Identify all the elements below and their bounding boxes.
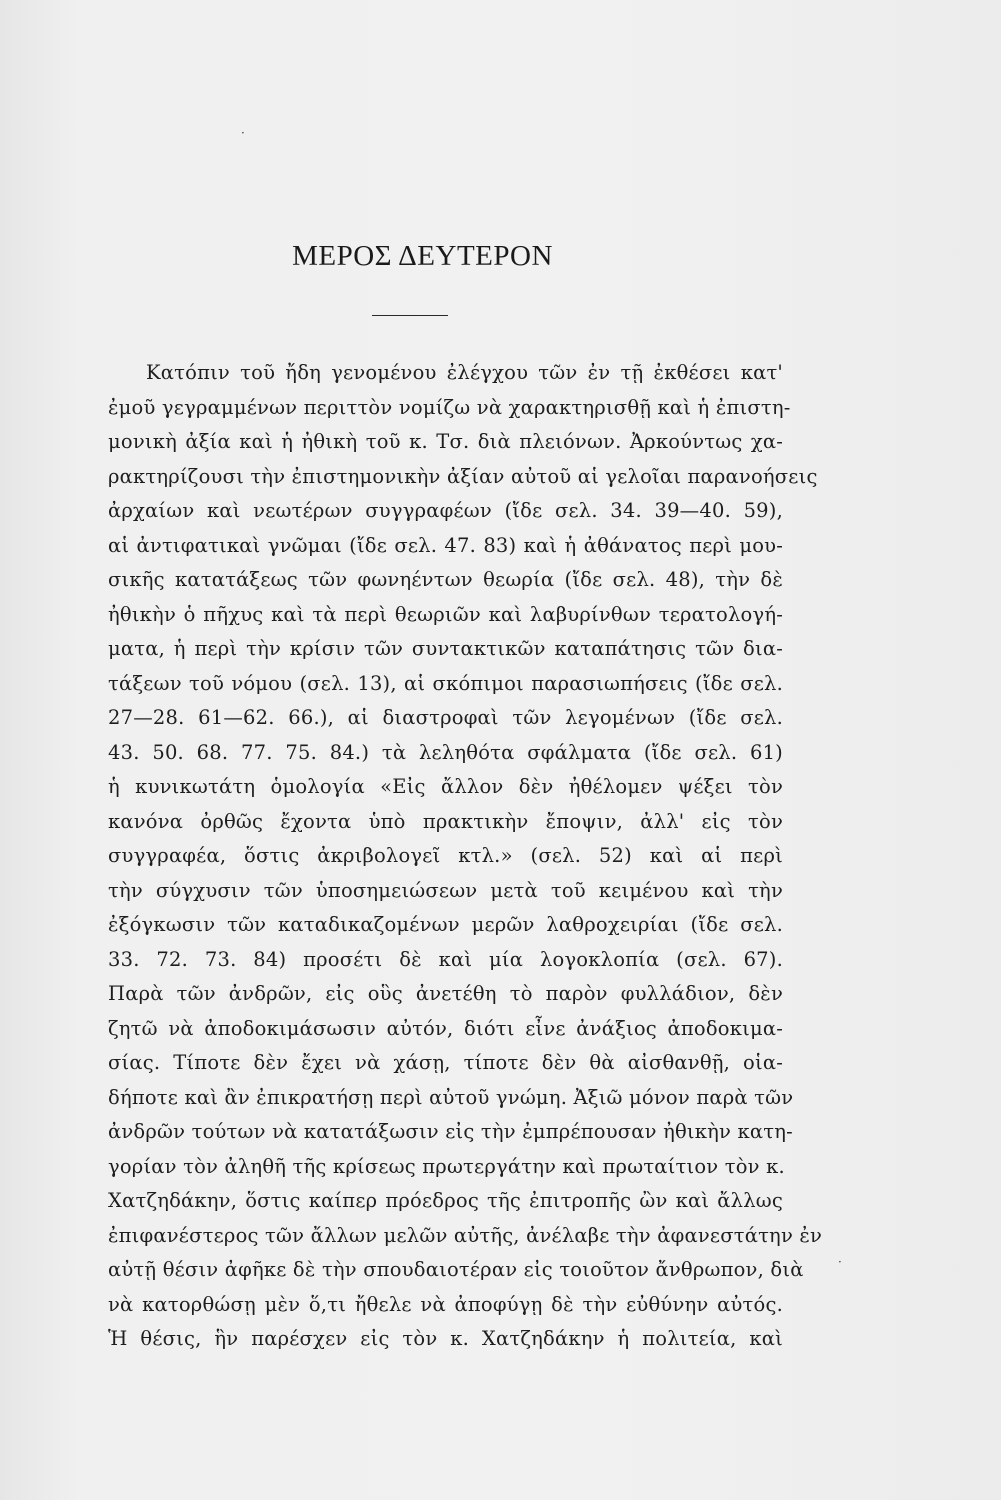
text-line: Χατζηδάκην, ὅστις καίπερ πρόεδρος τῆς ἐπιτροπῆς ὢν καὶ ἄλλως <box>108 1189 783 1212</box>
text-line: 43. 50. 68. 77. 75. 84.) τὰ λεληθότα σφάλματα (ἴδε σελ. 61) <box>108 740 783 764</box>
text-line: συγγραφέα, ὅστις ἀκριβολογεῖ κτλ.» (σελ. 52) καὶ αἱ περὶ <box>108 844 783 867</box>
text-line: γορίαν τὸν ἀληθῆ τῆς κρίσεως πρωτεργάτην καὶ πρωταίτιον τὸν κ. <box>108 1154 785 1178</box>
text-line: μονικὴ ἀξία καὶ ἡ ἠθικὴ τοῦ κ. Τσ. διὰ πλειόνων. Ἀρκούντως χα- <box>108 430 783 453</box>
heading-divider <box>372 315 448 316</box>
text-line: κανόνα ὀρθῶς ἔχοντα ὑπὸ πρακτικὴν ἔποψιν, ἀλλ' εἰς τὸν <box>108 809 783 833</box>
page-speck: · <box>241 126 245 140</box>
text-line: τὴν σύγχυσιν τῶν ὑποσημειώσεων μετὰ τοῦ κειμένου καὶ τὴν <box>108 878 783 902</box>
text-line: ἐξόγκωσιν τῶν καταδικαζομένων μερῶν λαθροχειρίαι (ἴδε σελ. <box>108 913 783 936</box>
text-line: αἱ ἀντιφατικαὶ γνῶμαι (ἴδε σελ. 47. 83) καὶ ἡ ἀθάνατος περὶ μου- <box>108 533 783 557</box>
text-line: ἡ κυνικωτάτη ὁμολογία «Εἰς ἄλλον δὲν ἠθέλομεν ψέξει τὸν <box>108 775 783 798</box>
text-line: 27—28. 61—62. 66.), αἱ διαστροφαὶ τῶν λεγομένων (ἴδε σελ. <box>108 706 783 729</box>
text-line: αὐτῇ θέσιν ἀφῆκε δὲ τὴν σπουδαιοτέραν εἰς τοιοῦτον ἄνθρωπον, διὰ <box>108 1258 804 1281</box>
text-line: τάξεων τοῦ νόμου (σελ. 13), αἱ σκόπιμοι παρασιωπήσεις (ἴδε σελ. <box>108 671 783 695</box>
text-line: ἀρχαίων καὶ νεωτέρων συγγραφέων (ἴδε σελ. 34. 39—40. 59), <box>108 499 783 522</box>
text-line: Κατόπιν τοῦ ἤδη γενομένου ἐλέγχου τῶν ἐν τῇ ἐκθέσει κατ' <box>146 361 783 384</box>
text-line: ρακτηρίζουσι τὴν ἐπιστημονικὴν ἀξίαν αὐτοῦ αἱ γελοῖαι παρανοήσεις <box>108 464 818 488</box>
text-line: ζητῶ νὰ ἀποδοκιμάσωσιν αὐτόν, διότι εἶνε ἀνάξιος ἀποδοκιμα- <box>108 1016 783 1040</box>
text-line: ἠθικὴν ὁ πῆχυς καὶ τὰ περὶ θεωριῶν καὶ λαβυρίνθων τερατολογή- <box>108 602 783 626</box>
text-line: ἐμοῦ γεγραμμένων περιττὸν νομίζω νὰ χαρακτηρισθῇ καὶ ἡ ἐπιστη- <box>108 395 791 419</box>
section-heading: ΜΕΡΟΣ ΔΕΥΤΕΡΟΝ <box>292 240 553 272</box>
text-line: ἀνδρῶν τούτων νὰ κατατάξωσιν εἰς τὴν ἐμπρέπουσαν ἠθικὴν κατη- <box>108 1120 793 1143</box>
text-line: Παρὰ τῶν ἀνδρῶν, εἰς οὓς ἀνετέθη τὸ παρὸν φυλλάδιον, δὲν <box>108 982 783 1005</box>
text-line: 33. 72. 73. 84) προσέτι δὲ καὶ μία λογοκλοπία (σελ. 67). <box>108 947 783 971</box>
text-line: σικῆς κατατάξεως τῶν φωνηέντων θεωρία (ἴδε σελ. 48), τὴν δὲ <box>108 568 783 591</box>
body-text <box>108 356 823 1357</box>
text-line: ματα, ἡ περὶ τὴν κρίσιν τῶν συντακτικῶν καταπάτησις τῶν δια- <box>108 637 783 660</box>
text-line: Ἡ θέσις, ἣν παρέσχεν εἰς τὸν κ. Χατζηδάκην ἡ πολιτεία, καὶ <box>108 1327 783 1350</box>
text-line: ἐπιφανέστερος τῶν ἄλλων μελῶν αὐτῆς, ἀνέλαβε τὴν ἀφανεστάτην ἐν <box>108 1223 823 1247</box>
text-line: νὰ κατορθώσῃ μὲν ὅ,τι ἤθελε νὰ ἀποφύγῃ δὲ τὴν εὐθύνην αὐτός. <box>108 1292 783 1316</box>
page-speck: · <box>838 1255 842 1269</box>
text-line: δήποτε καὶ ἂν ἐπικρατήσῃ περὶ αὐτοῦ γνώμη. Ἀξιῶ μόνον παρὰ τῶν <box>108 1085 794 1109</box>
text-line: σίας. Τίποτε δὲν ἔχει νὰ χάσῃ, τίποτε δὲν θὰ αἰσθανθῇ, οἱα- <box>108 1051 783 1074</box>
